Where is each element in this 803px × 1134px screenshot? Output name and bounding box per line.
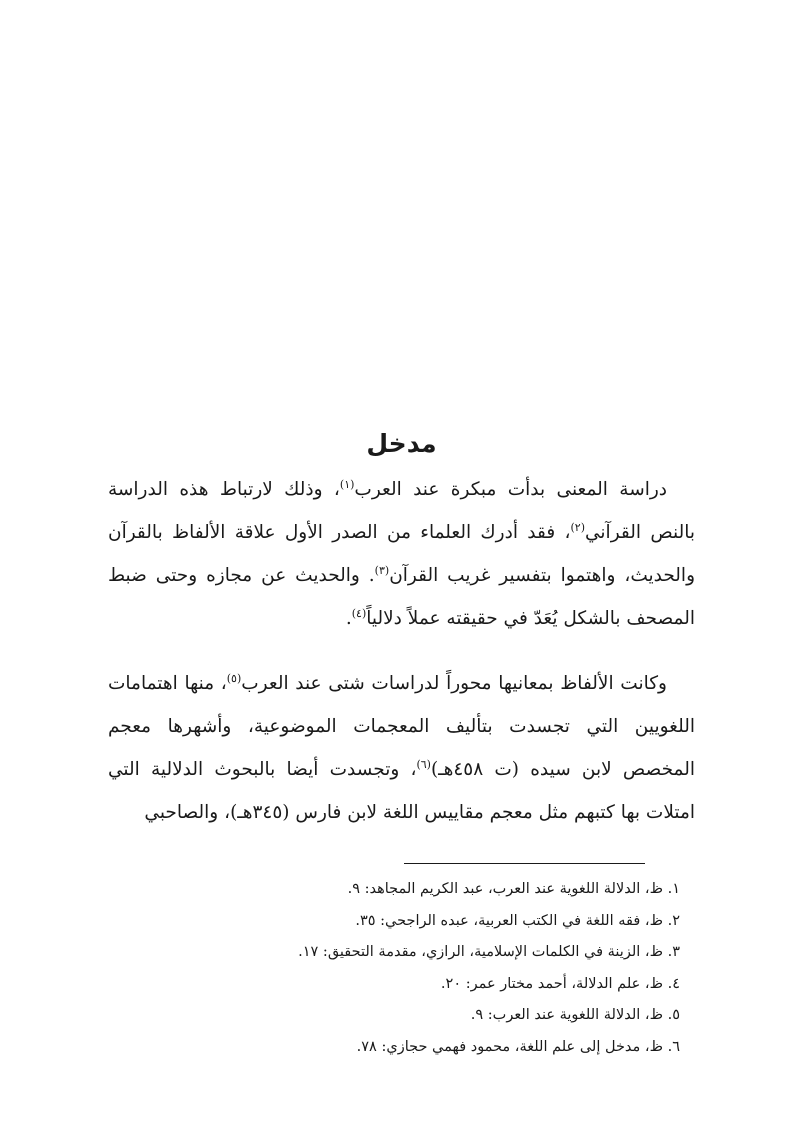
- paragraph-text: . والحديث عن مجازه وحتى ضبط المصحف بالشكل يُعَدّ في حقيقته عملاً دلالياً: [108, 565, 695, 629]
- paragraph-text: وكانت الألفاظ بمعانيها محوراً لدراسات شتى عند العرب: [241, 673, 667, 694]
- footnote-item: ٣. ظ، الزينة في الكلمات الإسلامية، الرازي، مقدمة التحقيق: ١٧.: [298, 944, 680, 960]
- paragraph-1: [108, 468, 695, 640]
- footnote-item: ١. ظ، الدلالة اللغوية عند العرب، عبد الكريم المجاهد: ٩.: [347, 881, 680, 897]
- paragraph-2-text: [108, 662, 695, 834]
- paragraph-text: ، وتجسدت أيضا بالبحوث الدلالية التي امتلات بها كتبهم مثل معجم مقاييس اللغة لابن فارس (٣٤٥هـ)، والصاحبي: [108, 759, 695, 823]
- paragraph-text: ، فقد أدرك العلماء من الصدر الأول علاقة الألفاظ بالقرآن والحديث، واهتموا بتفسير غريب القرآن: [108, 522, 696, 586]
- footnote-ref-4[interactable]: (٤): [351, 606, 367, 620]
- paragraph-text: دراسة المعنى بدأت مبكرة عند العرب: [354, 479, 668, 500]
- footnote-ref-5[interactable]: (٥): [226, 671, 242, 685]
- paragraph-2: [108, 662, 695, 834]
- footnotes-list: [120, 874, 680, 1063]
- paragraph-text: ، منها اهتمامات اللغويين التي تجسدت بتأليف المعجمات الموضوعية، وأشهرها معجم المخصص لابن سيده (ت ٤٥٨هـ): [108, 673, 695, 780]
- footnote-ref-3[interactable]: (٣): [374, 563, 390, 577]
- paragraph-text: ، وذلك لارتباط هذه الدراسة بالنص القرآني: [108, 479, 695, 543]
- footnote-item: ٥. ظ، الدلالة اللغوية عند العرب: ٩.: [470, 1007, 680, 1023]
- footnote-item: ٤. ظ، علم الدلالة، أحمد مختار عمر: ٢٠.: [440, 975, 680, 992]
- paragraph-1-text: [108, 468, 695, 640]
- footnote-item: ٦. ظ، مدخل إلى علم اللغة، محمود فهمي حجازي: ٧٨.: [356, 1038, 680, 1055]
- footnote-divider: [404, 863, 645, 864]
- paragraph-text: .: [345, 608, 352, 629]
- footnote-item: ٢. ظ، فقه اللغة في الكتب العربية، عبده الراجحي: ٣٥.: [355, 912, 680, 929]
- footnote-ref-6[interactable]: (٦): [416, 757, 431, 771]
- footnote-ref-2[interactable]: (٢): [570, 520, 585, 534]
- footnote-ref-1[interactable]: (١): [339, 477, 355, 491]
- page-title: مدخل: [366, 429, 437, 458]
